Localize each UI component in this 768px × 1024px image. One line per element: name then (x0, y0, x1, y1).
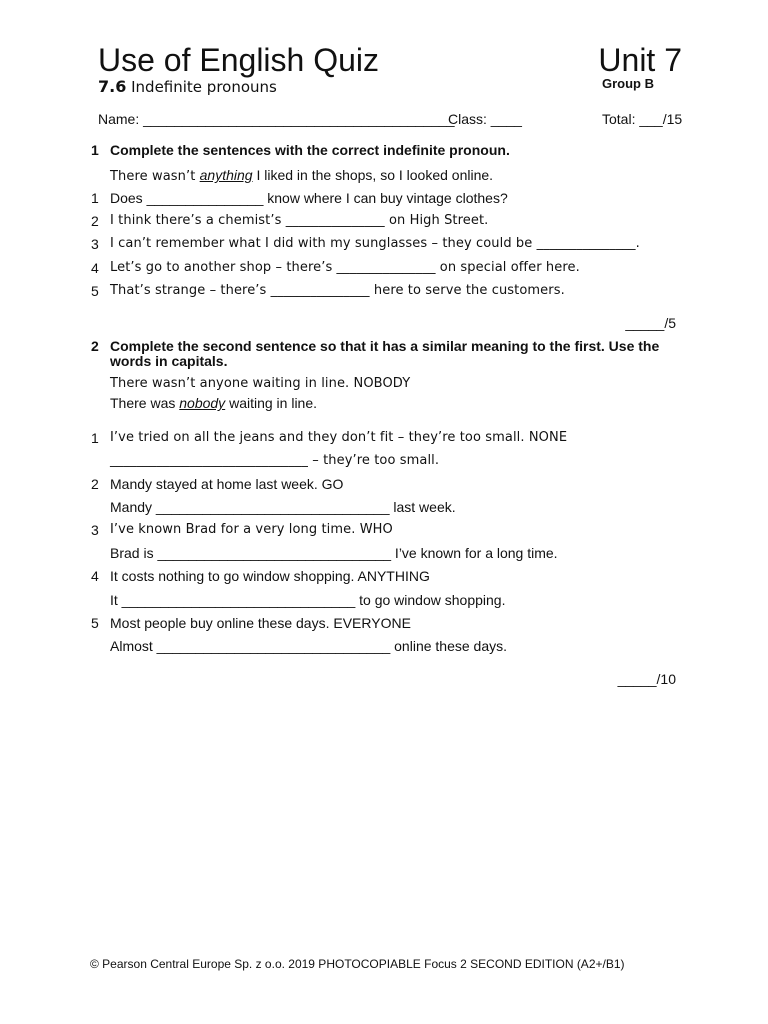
prompt-text: Mandy stayed at home last week. GO (110, 476, 344, 492)
prompt-text: It costs nothing to go window shopping. ANYTHING (110, 568, 430, 584)
item-number: 2 (91, 213, 99, 229)
ex2-item-answer: Mandy ______________________________ last week. (110, 499, 456, 515)
ex1-score: _____/5 (625, 315, 676, 331)
group-label: Group B (602, 76, 654, 91)
ex2-number: 2 (91, 338, 99, 354)
item-number: 3 (91, 522, 99, 538)
ex1-example (110, 166, 493, 186)
ex1-example-before: There wasn’t (110, 169, 200, 184)
prompt-text: I’ve known Brad for a very long time. WHO (110, 522, 393, 537)
ex2-example-answer (110, 394, 317, 412)
section-number: 7.6 (98, 77, 127, 96)
prompt-text: Most people buy online these days. EVERYONE (110, 615, 411, 631)
item-number: 5 (91, 615, 99, 631)
item-number: 4 (91, 568, 99, 584)
name-field: Name: ________________________________________ (98, 111, 455, 127)
ex2-item-answer: Almost ______________________________ online these days. (110, 638, 508, 654)
ex2-example-prompt: There wasn’t anyone waiting in line. NOBODY (110, 376, 411, 391)
ex1-number: 1 (91, 142, 99, 158)
section-subtitle (98, 77, 277, 97)
item-text: Does _______________ know where I can buy vintage clothes? (110, 190, 508, 206)
ex2-item-answer: It ______________________________ to go window shopping. (110, 592, 506, 608)
ex2-instruction-line2: words in capitals. (110, 353, 228, 369)
copyright-footer: © Pearson Central Europe Sp. z o.o. 2019 PHOTOCOPIABLE Focus 2 SECOND EDITION (A2+/B1) (90, 957, 625, 971)
item-number: 2 (91, 476, 99, 492)
item-number: 1 (91, 430, 99, 446)
ex2-example-word: nobody (179, 395, 226, 411)
item-number: 3 (91, 236, 99, 252)
item-number: 4 (91, 260, 99, 276)
ex2-example-before: There was (110, 395, 180, 411)
ex2-instruction-line1: Complete the second sentence so that it has a similar meaning to the first. Use the (110, 338, 660, 354)
unit-label: Unit 7 (598, 42, 682, 78)
ex2-item-answer: ______________________________ – they’re too small. (110, 453, 440, 468)
class-field: Class: ____ (448, 111, 522, 127)
item-number: 1 (91, 190, 99, 206)
prompt-text: I’ve tried on all the jeans and they don’t fit – they’re too small. NONE (110, 430, 568, 445)
item-text: I can’t remember what I did with my sunglasses – they could be _______________. (110, 236, 640, 251)
ex1-example-answer: anything (199, 167, 253, 183)
section-name: Indefinite pronouns (131, 78, 277, 96)
ex1-example-after: I liked in the shops, so I looked online. (252, 167, 494, 183)
item-text: That’s strange – there’s _______________ here to serve the customers. (110, 283, 565, 298)
ex2-score: _____/10 (617, 671, 676, 687)
item-text: Let’s go to another shop – there’s _______________ on special offer here. (110, 260, 580, 275)
total-field: Total: ___/15 (602, 111, 683, 127)
ex2-item-answer: Brad is ______________________________ I’ve known for a long time. (110, 545, 558, 561)
item-number: 5 (91, 283, 99, 299)
quiz-title: Use of English Quiz (98, 42, 380, 78)
ex2-example-after: waiting in line. (225, 395, 318, 411)
item-text: I think there’s a chemist’s _______________ on High Street. (110, 213, 489, 228)
ex1-instruction: Complete the sentences with the correct indefinite pronoun. (110, 142, 510, 158)
